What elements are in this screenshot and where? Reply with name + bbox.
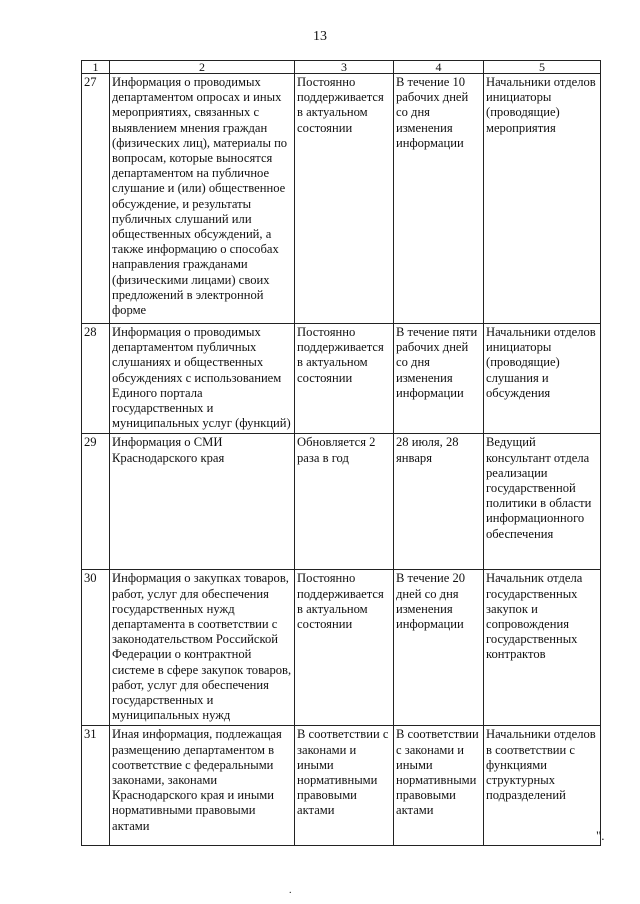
term-cell: В течение пяти рабочих дней со дня изменения информации [394,324,484,434]
period-cell: Постоянно поддерживается в актуальном состоянии [295,74,394,324]
header-cell: 5 [484,61,601,74]
row-number: 28 [82,324,110,434]
header-cell: 2 [110,61,295,74]
responsible-cell: Ведущий консультант отдела реализации государственной политики в области информационного обеспечения [484,434,601,570]
responsible-cell: Начальники отделов инициаторы (проводящие) слушания и обсуждения [484,324,601,434]
info-cell: Информация о проводимых департаментом опросах и иных мероприятиях, связанных с выявлением мнения граждан (физических лиц), материалы по вопросам, которые выносятся департаментом на публичное слушание и (или) общественное обсуждение, и результаты публичных слушаний или общественных обсуждений, а также информацию о способах направления гражданами (физическими лицами) своих предложений в электронной форме [110,74,295,324]
page-dot: . [289,885,292,896]
row-number: 29 [82,434,110,570]
term-cell: В течение 10 рабочих дней со дня изменения информации [394,74,484,324]
page-number: 13 [313,29,327,44]
row-number: 30 [82,570,110,726]
responsible-cell: Начальник отдела государственных закупок и сопровождения государственных контрактов [484,570,601,726]
period-cell: Постоянно поддерживается в актуальном состоянии [295,324,394,434]
responsible-cell: Начальники отделов в соответствии с функциями структурных подразделений [484,726,601,846]
information-table [81,60,601,846]
period-cell: Обновляется 2 раза в год [295,434,394,570]
row-number: 27 [82,74,110,324]
term-cell: В течение 20 дней со дня изменения информации [394,570,484,726]
info-cell: Информация о проводимых департаментом публичных слушаниях и общественных обсуждениях с использованием Единого портала государственных и муниципальных услуг (функций) [110,324,295,434]
info-cell: Информация о закупках товаров, работ, услуг для обеспечения государственных нужд департамента в соответствии с законодательством Российской Федерации о контрактной системе в сфере закупок товаров, работ, услуг для обеспечения государственных и муниципальных нужд [110,570,295,726]
row-number: 31 [82,726,110,846]
header-cell: 4 [394,61,484,74]
term-cell: В соответствии с законами и иными нормативными правовыми актами [394,726,484,846]
header-cell: 3 [295,61,394,74]
closing-quote-mark: ". [596,828,605,843]
responsible-cell: Начальники отделов инициаторы (проводящие) мероприятия [484,74,601,324]
table-row [82,324,601,434]
table-row [82,434,601,570]
term-cell: 28 июля, 28 января [394,434,484,570]
period-cell: В соответствии с законами и иными нормативными правовыми актами [295,726,394,846]
table-row [82,74,601,324]
table-row [82,726,601,846]
header-cell: 1 [82,61,110,74]
info-cell: Иная информация, подлежащая размещению департаментом в соответствие с федеральными законами, законами Краснодарского края и иными нормативными правовыми актами [110,726,295,846]
table-row [82,570,601,726]
info-cell: Информация о СМИ Краснодарского края [110,434,295,570]
period-cell: Постоянно поддерживается в актуальном состоянии [295,570,394,726]
table-header-row [82,61,601,74]
